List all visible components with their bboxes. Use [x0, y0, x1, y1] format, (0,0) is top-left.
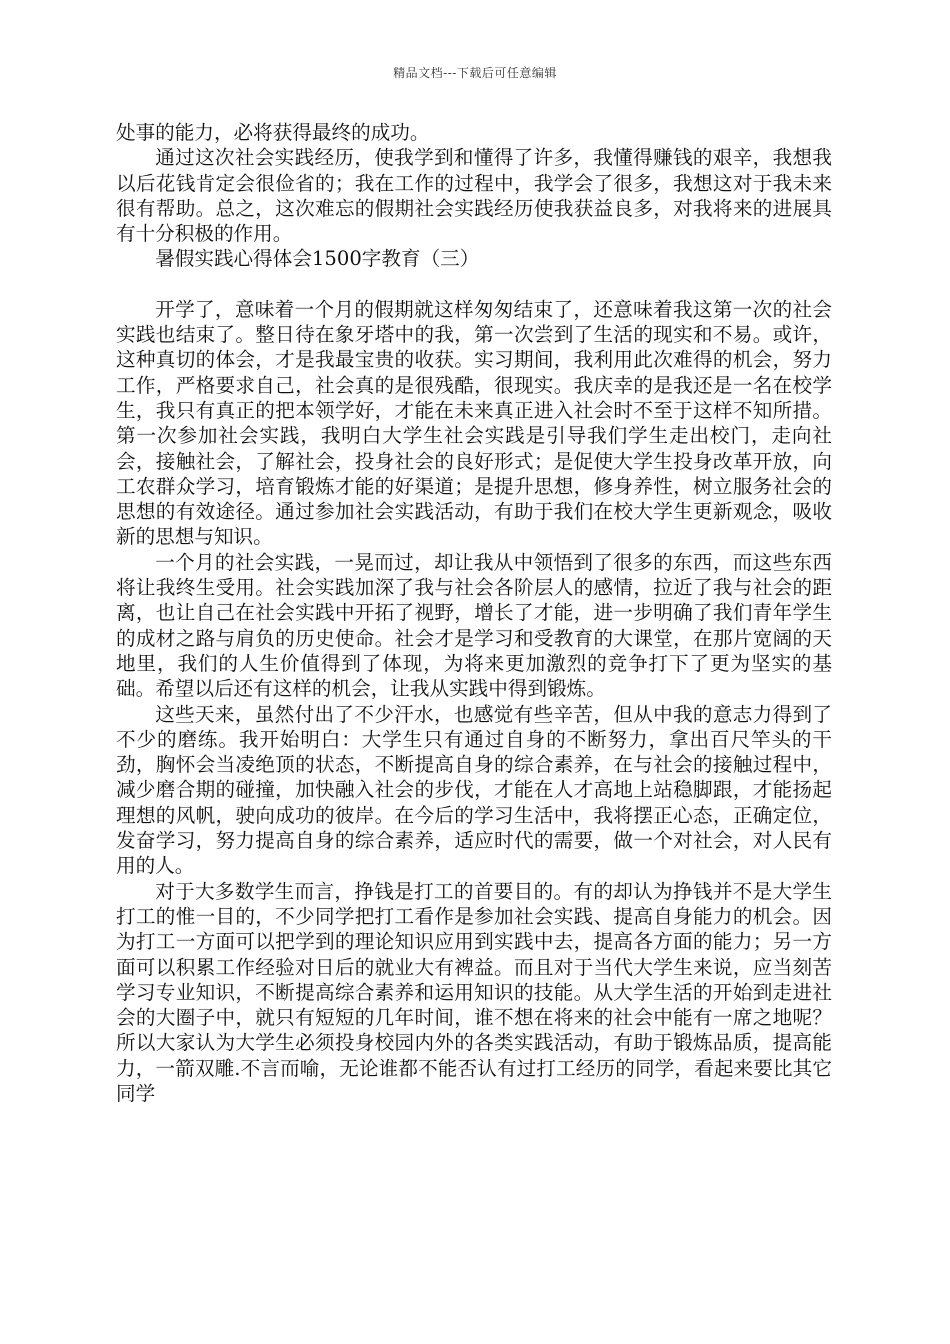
paragraph: 处事的能力，必将获得最终的成功。	[116, 121, 430, 144]
paragraph: 开学了，意味着一个月的假期就这样匆匆结束了，还意味着我这第一次的社会实践也结束了。整日待在象牙塔中的我，第一次尝到了生活的现实和不易。或许，这种真切的体会，才是我最宝贵的收获。实习期间，我利用此次难得的机会，努力工作，严格要求自己，社会真的是很残酷，很现实。我庆幸的是我还是一名在校学生，我只有真正的把本领学好，才能在未来真正进入社会时不至于这样不知所措。第一次参加社会实践，我明白大学生社会实践是引导我们学生走出校门，走向社会，接触社会，了解社会，投身社会的良好形式；是促使大学生投身改革开放，向工农群众学习，培育锻炼才能的好渠道；是提升思想，修身养性，树立服务社会的思想的有效途径。通过参加社会实践活动，有助于我们在校大学生更新观念，吸收新的思想与知识。	[116, 297, 832, 549]
section-heading: 暑假实践心得体会1500字教育（三）	[155, 247, 480, 271]
page-header: 精品文档---下载后可任意编辑	[393, 66, 557, 80]
paragraph: 通过这次社会实践经历，使我学到和懂得了许多，我懂得赚钱的艰辛，我想我以后花钱肯定会很俭省的；我在工作的过程中，我学会了很多，我想这对于我未来很有帮助。总之，这次难忘的假期社会实践经历使我获益良多，对我将来的进展具有十分积极的作用。	[116, 146, 832, 246]
paragraph: 对于大多数学生而言，挣钱是打工的首要目的。有的却认为挣钱并不是大学生打工的惟一目的，不少同学把打工看作是参加社会实践、提高自身能力的机会。因为打工一方面可以把学到的理论知识应用到实践中去，提高各方面的能力；另一方面可以积累工作经验对日后的就业大有裨益。而且对于当代大学生来说，应当刻苦学习专业知识，不断提高综合素养和运用知识的技能。从大学生活的开始到走进社会的大圈子中，就只有短短的几年时间，谁不想在将来的社会中能有一席之地呢？所以大家认为大学生必须投身校园内外的各类实践活动，有助于锻炼品质，提高能力，一箭双雕.不言而喻，无论谁都不能否认有过打工经历的同学，看起来要比其它同学	[116, 879, 832, 1105]
paragraph: 这些天来，虽然付出了不少汗水，也感觉有些辛苦，但从中我的意志力得到了不少的磨练。我开始明白：大学生只有通过自身的不断努力，拿出百尺竿头的干劲，胸怀会当凌绝顶的状态，不断提高自身的综合素养，在与社会的接触过程中，减少磨合期的碰撞，加快融入社会的步伐，才能在人才高地上站稳脚跟，才能扬起理想的风帆，驶向成功的彼岸。在今后的学习生活中，我将摆正心态，正确定位，发奋学习，努力提高自身的综合素养，适应时代的需要，做一个对社会，对人民有用的人。	[116, 702, 832, 878]
document-body	[116, 120, 832, 1106]
paragraph: 一个月的社会实践，一晃而过，却让我从中领悟到了很多的东西，而这些东西将让我终生受用。社会实践加深了我与社会各阶层人的感情，拉近了我与社会的距离，也让自己在社会实践中开拓了视野，增长了才能，进一步明确了我们青年学生的成材之路与肩负的历史使命。社会才是学习和受教育的大课堂，在那片宽阔的天地里，我们的人生价值得到了体现，为将来更加激烈的竞争打下了更为坚实的基础。希望以后还有这样的机会，让我从实践中得到锻炼。	[116, 550, 832, 701]
